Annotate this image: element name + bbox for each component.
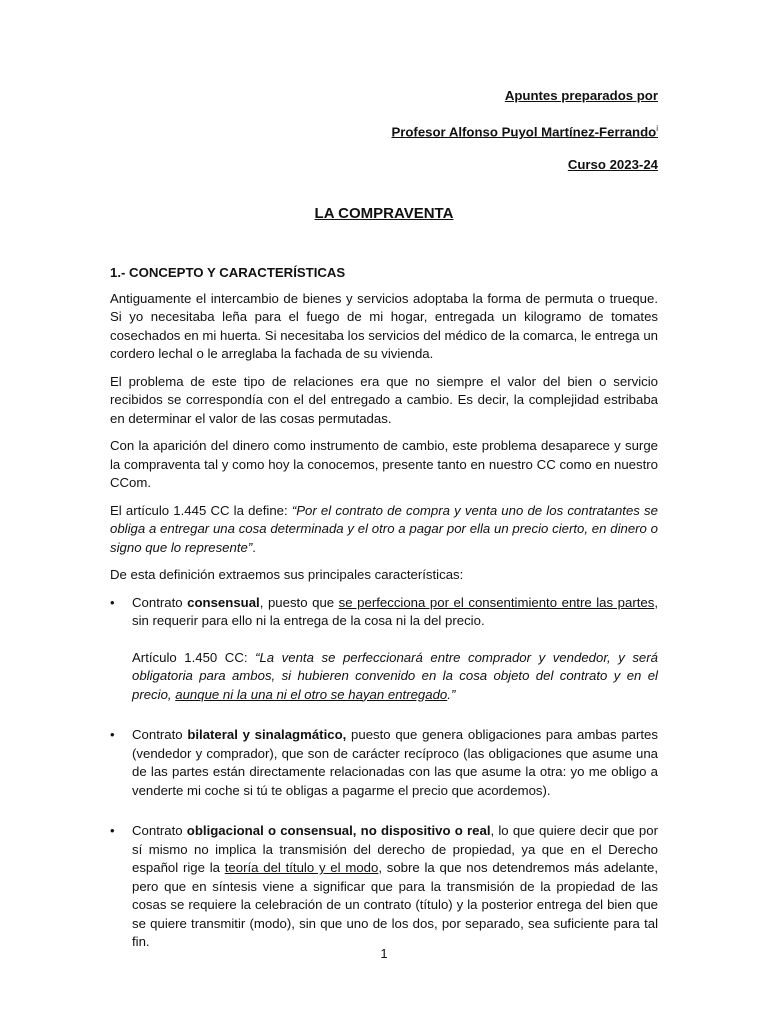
- quote-underline: aunque ni la una ni el otro se hayan entregado: [175, 686, 448, 702]
- footnote-marker[interactable]: i: [656, 124, 658, 133]
- bullet-icon: •: [110, 823, 115, 838]
- item-text: Contrato: [132, 727, 188, 742]
- header-author: [391, 119, 658, 141]
- item-bold: obligacional o consensual, no dispositivo o real: [186, 823, 491, 838]
- author-name: Profesor Alfonso Puyol Martínez-Ferrando: [391, 124, 657, 140]
- article-1450-paragraph: [132, 649, 658, 705]
- item-underline: teoría del título y el modo: [224, 860, 379, 875]
- paragraph-2: El problema de este tipo de relaciones era que no siempre el valor del bien o servicio recibidos se correspondía con el del entregado a cambio. Es decir, la complejidad estribaba en determinar el valor de las cosas permutadas.: [110, 373, 658, 426]
- header-course: Curso 2023-24: [567, 157, 658, 173]
- item-text: puesto que genera obligaciones para ambas partes (vendedor y comprador), que son de carácter recíproco (las obligaciones que asume una de las partes están directamente relacionadas con las que asume la otra: yo me obligo a venderte mi coche si tú te obligas a pagarme el precio que acordemos).: [132, 727, 658, 798]
- section-heading: 1.- CONCEPTO Y CARACTERÍSTICAS: [110, 265, 346, 280]
- paragraph-3: Con la aparición del dinero como instrumento de cambio, este problema desaparece y surge la compraventa tal y como hoy la conocemos, presente tanto en nuestro CC como en nuestro CCom.: [110, 438, 658, 490]
- item-text: , lo que quiere decir que por sí mismo no implica la transmisión del derecho de propiedad, ya que en el Derecho español rige la: [132, 823, 658, 875]
- item-text: , sobre la que nos detendremos más adelante, pero que en síntesis viene a significar que para la transmisión de la propiedad de las cosas se requiere la celebración de un contrato (título) y la posterior entrega del bien que se quiere transmitir (modo), sin que uno de los dos, por separado, sea suficiente para tal fin.: [132, 860, 659, 949]
- paragraph-4-end: .: [252, 539, 256, 555]
- page-number: 1: [380, 946, 388, 961]
- bullet-icon: •: [110, 594, 115, 610]
- quote-end: .”: [447, 686, 456, 702]
- characteristics-list: [110, 594, 658, 952]
- item-bold: consensual: [187, 594, 260, 610]
- paragraph-1: Antiguamente el intercambio de bienes y servicios adoptaba la forma de permuta o trueque. Si yo necesitaba leña para el fuego de mi hogar, entregada un kilogramo de tomates cosechados en mi huerta. Si necesitaba los servicios del médico de la comarca, le entrega un cordero lechal o le arreglaba la fachada de su vivienda.: [110, 290, 658, 361]
- item-text: , sin requerir para ello ni la entrega de la cosa ni la del precio.: [132, 594, 658, 628]
- article-ref: Artículo 1.450 CC:: [132, 649, 256, 665]
- paragraph-5: De esta definición extraemos sus principales características:: [110, 567, 464, 582]
- document-header: [391, 86, 658, 188]
- item-bold: bilateral y sinalagmático,: [187, 727, 347, 742]
- paragraph-4-intro: El artículo 1.445 CC la define:: [110, 502, 292, 518]
- header-prepared-by: Apuntes preparados por: [504, 88, 658, 103]
- paragraph-4: [110, 502, 658, 558]
- item-underline: se perfecciona por el consentimiento entre las partes: [338, 594, 655, 610]
- list-item: [110, 726, 658, 800]
- quote-text: “La venta se perfeccionará entre comprador y vendedor, y será obligatoria para ambos, si hubieren convenido en la cosa objeto del contrato y en el precio,: [132, 649, 658, 702]
- list-item: [110, 822, 658, 952]
- item-text: , puesto que: [259, 594, 339, 610]
- item-text: Contrato: [132, 823, 187, 838]
- article-1445-quote: “Por el contrato de compra y venta uno de los contratantes se obliga a entregar una cosa determinada y el otro a pagar por ella un precio cierto, en dinero o signo que lo represente”: [110, 502, 658, 555]
- bullet-icon: •: [110, 727, 115, 742]
- item-text: Contrato: [132, 594, 188, 610]
- list-item: [110, 594, 658, 705]
- document-body: [110, 264, 658, 974]
- document-title: LA COMPRAVENTA: [314, 205, 454, 222]
